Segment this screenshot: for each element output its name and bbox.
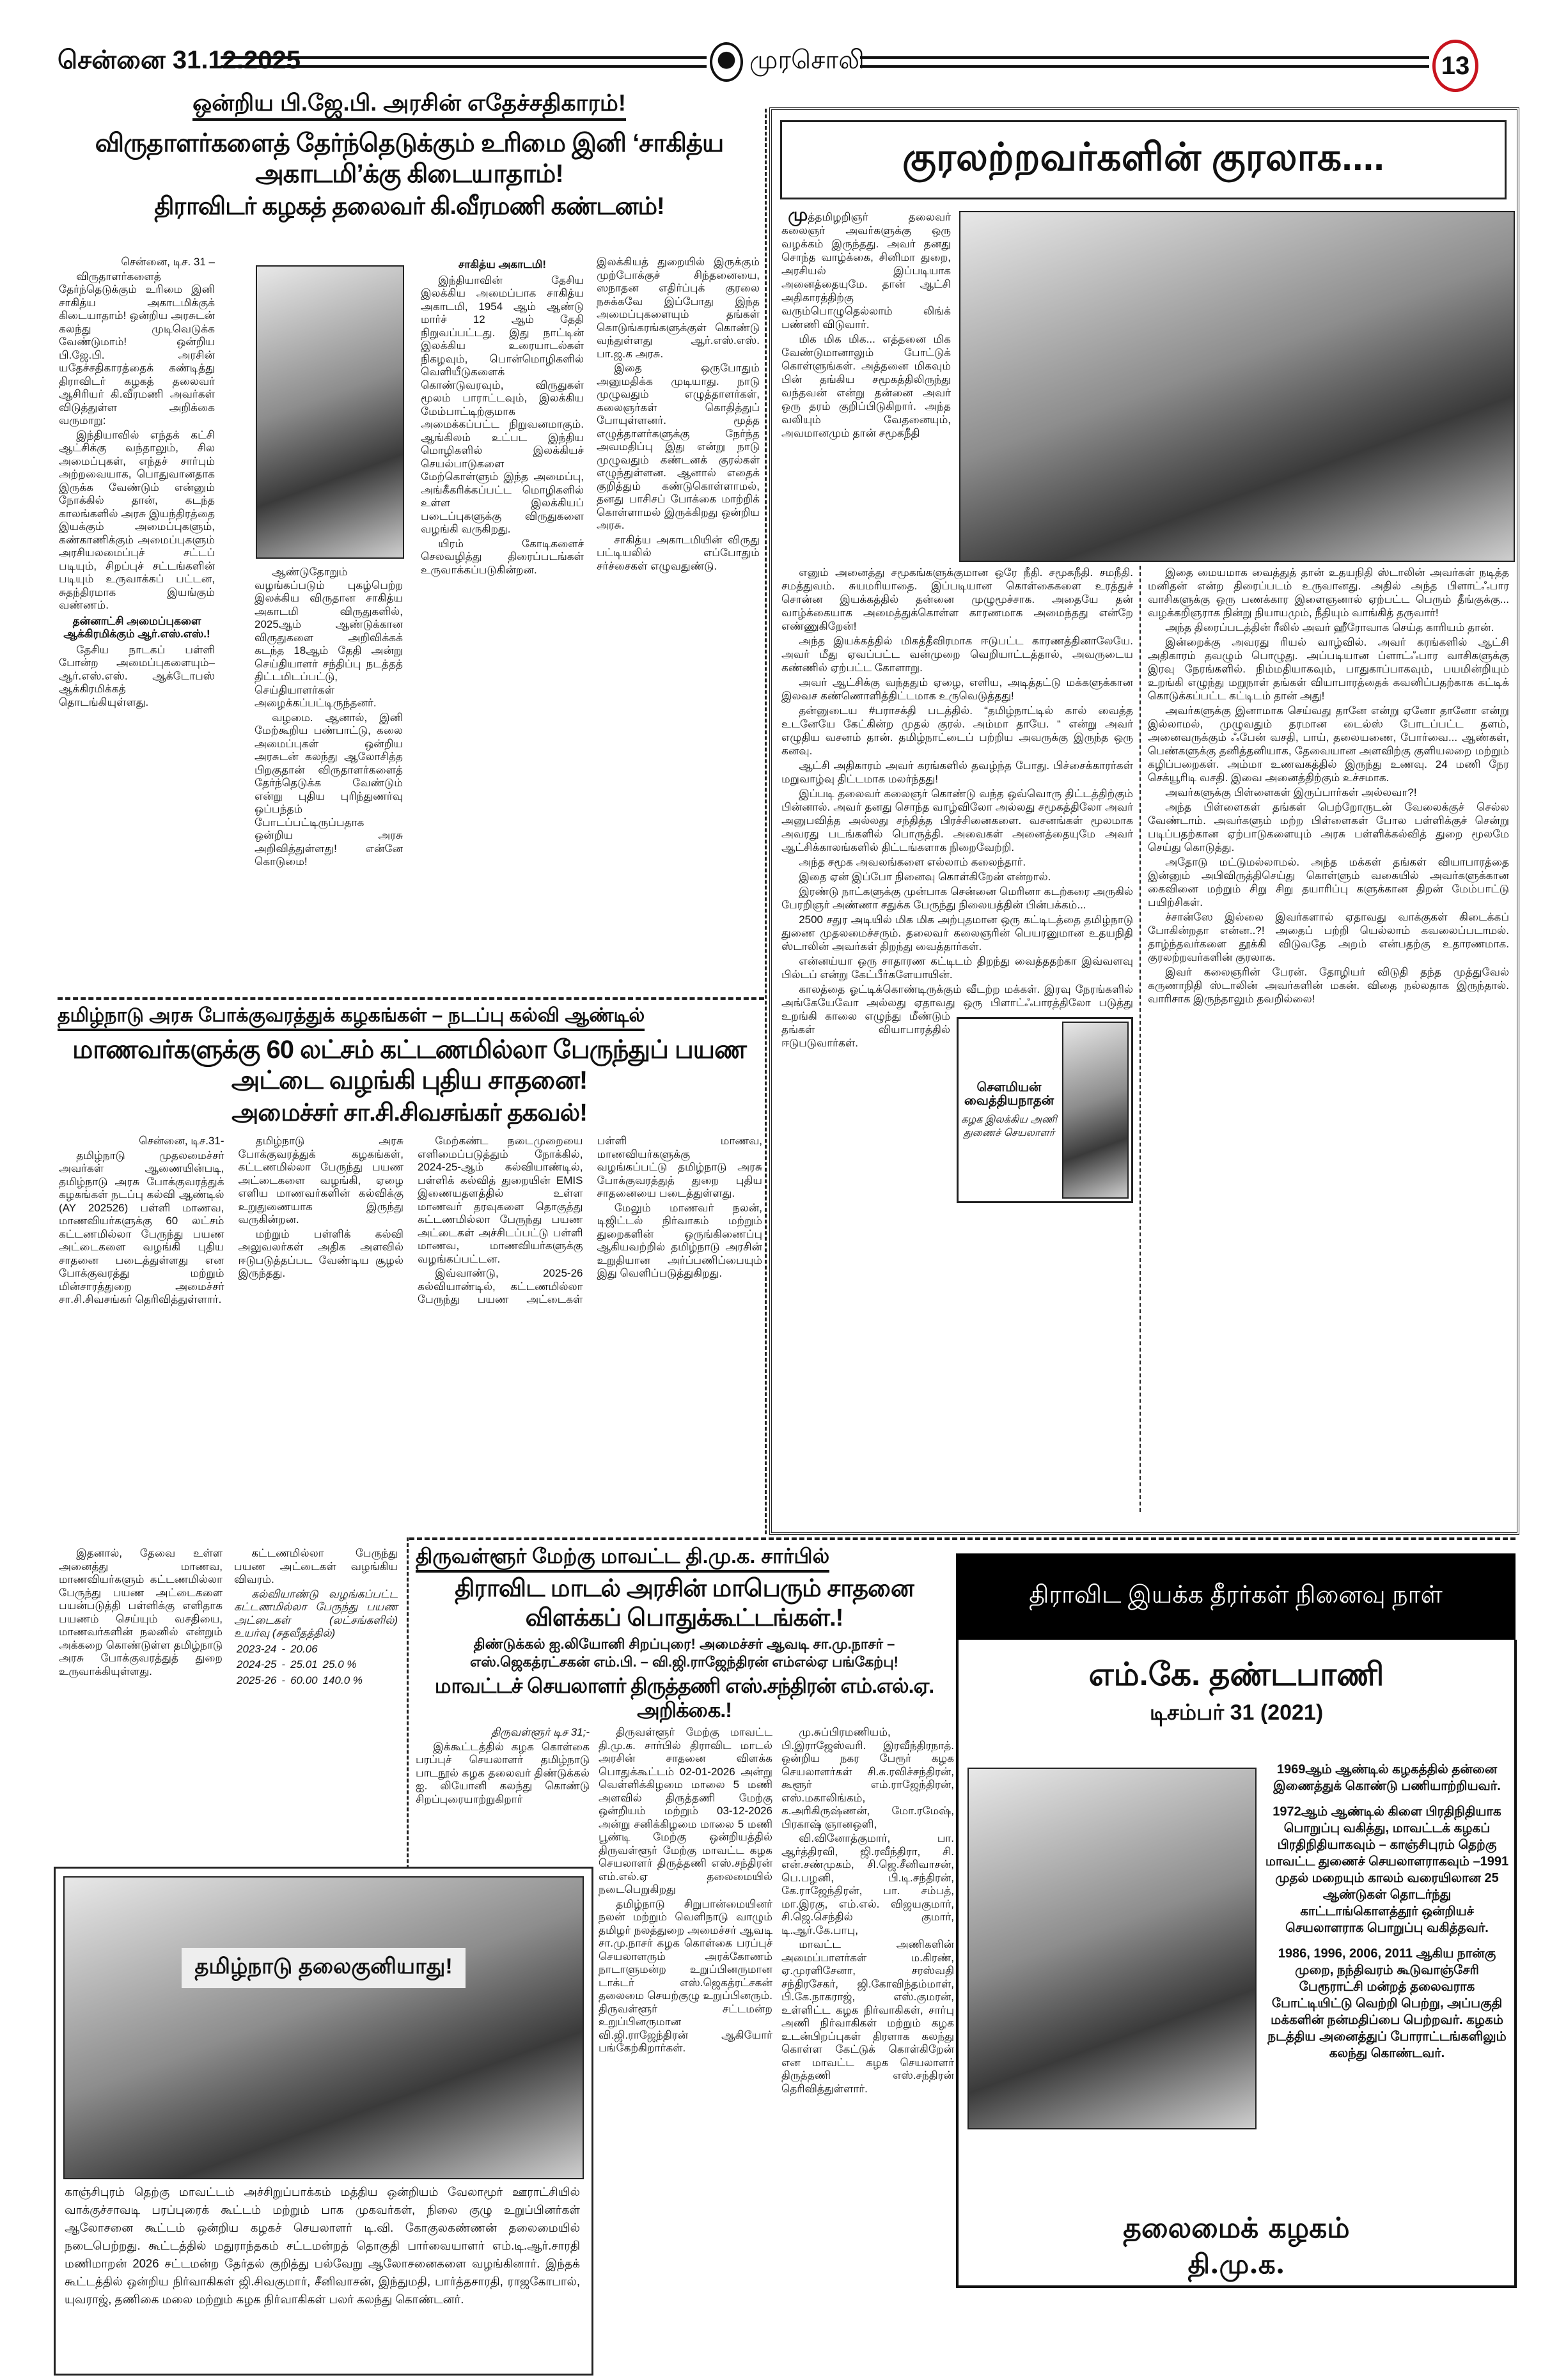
author-name: வைத்தியநாதன் <box>964 1093 1054 1108</box>
author-box <box>957 1017 1133 1203</box>
editorial-left-column: சௌமியன் வைத்தியநாதன் கழக இலக்கிய அணி துணைச் செயலாளர் எனும் அனைத்து சமூகங்களுக்குமான ஒரே நீதி. சமூகநீதி. சமநீதி. சமத்துவம். சுயமரியாதை. இப்படியான கொள்கைகளை உரத்துச் சொன்ன இயக்கத்தில் தன்னை முழுமூச்சாக. அதையே தன் வாழ்க்கையாக அமைத்துக்கொள்ள காரணமாக அமைந்தது என்றே எண்ணுகிறேன்! அந்த இயக்கத்தில் மிகத்தீவிரமாக ஈடுபட்ட காரணத்தினாலேயே. அவர் மீது ஏவப்பட்ட வன்முறை வெறியாட்டத்தால், அவருடைய கண்ணில் ஏற்பட்ட கோளாறு. அவர் ஆட்சிக்கு வந்ததும் ஏழை, எளிய, அடித்தட்டு மக்களுக்கான இலவச கண்ணொளித்திட்டமாக உருவெடுத்தது! தன்னுடைய #பராசக்தி படத்தில். “தமிழ்நாட்டில் கால் வைத்த உடனேயே கேட்கின்ற முதல் குரல். அம்மா தாயே. “ என்று அவர் எழுதிய வசனம் தான். தமிழ்நாட்டைப் பற்றிய அவருக்கு இருந்த ஒரு கனவு. ஆட்சி அதிகாரம் அவர் கரங்களில் தவழ்ந்த போது. பிச்சைக்காரர்கள் மறுவாழ்வு திட்டமாக மலர்ந்தது! இப்படி தலைவர் கலைஞர் கொண்டு வந்த ஒவ்வொரு திட்டத்திற்கும் பின்னால். அவர் தனது சொந்த வாழ்விலோ அல்லது சமூகத்திலோ அவர் அனுபவித்த அல்லது சந்தித்த பிரச்சினைகளை. வசனங்கள் மூலமாக அவரது படங்களில் பொருத்தி. அவைகள் அனைத்தையுமே அவர் ஆட்சிக்காலங்களில் திட்டங்களாக நிறைவேற்றி. அந்த சமூக அவலங்களை எல்லாம் கலைந்தார். இதை ஏன் இப்போ நினைவு கொள்கிறேன் என்றால். இரண்டு நாட்களுக்கு முன்பாக சென்னை மெரினா கடற்கரை அருகில் பேரறிஞர் அண்ணா சதுக்க பேருந்து நிலையத்தின் பின்பக்கம்... 2500 சதுர அடியில் மிக மிக அற்புதமான ஒரு கட்டிடத்தை தமிழ்நாடு துணை முதலமைச்சரும். தலைவர் கலைஞரின் பெயரனுமான உதயநிதி ஸ்டாலின் அவர்கள் திறந்து வைத்தார்கள். என்னய்யா ஒரு சாதாரண கட்டிடம் திறந்து வைத்ததற்கா இவ்வளவு பில்டப் என்று கேட்பீர்களேயாயின். காலத்தை ஓட்டிக்கொண்டிருக்கும் வீடற்ற மக்கள். இரவு நேரங்களில் அங்கேயேவோ அல்லது ஏதாவது ஒரு பிளாட்ஃபாரத்திலோ படுத்து உறங்கி காலை எழுந்து மீண்டும் தங்கள் வியாபாரத்தில் ஈடுபடுவார்கள். <box>781 566 1133 1207</box>
article2-subhead: அமைச்சர் சா.சி.சிவசங்கர் தகவல்! <box>231 1100 587 1126</box>
article1-cols34: சாகித்ய அகாடமி! இந்தியாவின் தேசிய இலக்கிய அமைப்பாக சாகித்ய அகாடமி, 1954 ஆம் ஆண்டு மார்ச் 12 ஆம் தேதி நிறுவப்பட்டது. இது நாட்டின் இலக்கிய உரையாடல்கள் நிகழவும், பொன்மொழிகளில் வெளியீடுகளைக் கொண்டுவரவும், விருதுகள் மூலம் பாராட்டவும், இலக்கிய மேம்பாட்டிற்குமாக அமைக்கப்பட்ட நிறுவனமாகும். ஆங்கிலம் உட்பட இந்திய மொழிகளில் இலக்கியச் செயல்பாடுகளை மேற்கொள்ளும் இந்த அமைப்பு, அங்கீகரிக்கப்பட்ட மொழிகளில் உள்ள இலக்கியப் படைப்புகளுக்கு விருதுகளை வழங்கி வருகிறது. யிரம் கோடிகளைச் செலவழித்து திரைப்படங்கள் உருவாக்கப்படுகின்றன. இலக்கியத் துறையில் இருக்கும் முற்போக்குச் சிந்தனையை, ஸநாதன எதிர்ப்புக் குரலை நசுக்கவே இப்போது இந்த அமைப்புகளையும் தங்கள் கொடுங்கரங்களுக்குள் கொண்டு வந்துள்ளது ஆர்.எஸ்.எஸ். பா.ஜ.க அரசு. இதை ஒருபோதும் அனுமதிக்க முடியாது. நாடு முழுவதும் எழுத்தாளர்கள், கலைஞர்கள் கொதித்துப் போயுள்ளனர். மூத்த எழுத்தாளர்களுக்கு நேர்ந்த அவமதிப்பு இது என்று நாடு முழுவதும் கண்டனக் குரல்கள் எழுந்துள்ளன. ஆனால் எதைக் குறித்தும் கண்டுகொள்ளாமல், தனது பாசிசப் போக்கை மாற்றிக் கொள்ளாமல் இருக்கிறது ஒன்றிய அரசு. சாகித்ய அகாடமியின் விருது பட்டியலில் எப்போதும் சர்ச்சைகள் எழுவதுண்டு. <box>421 256 760 576</box>
article3-headline: திராவிட மாடல் அரசின் மாபெரும் சாதனை விளக்கப் பொதுக்கூட்டங்கள்.! <box>455 1575 914 1631</box>
dateline: திருவள்ளூர் டிச 31;- <box>491 1726 590 1738</box>
author-role: துணைச் செயலாளர் <box>963 1127 1055 1139</box>
author-name: சௌமியன் <box>976 1080 1042 1094</box>
dateline: சென்னை, டிச.31- <box>139 1135 224 1147</box>
photo-caption: காஞ்சிபுரம் தெற்கு மாவட்டம் அச்சிறுப்பாக்கம் மத்திய ஒன்றியம் வேலாமூர் ஊராட்சியில் வாக்குச்சாவடி பரப்புரைக் கூட்டம் மற்றும் பாக முகவர்கள், நிலை குழு உறுப்பினர்கள் ஆலோசனை கூட்டம் ஒன்றிய கழகச் செயலாளர் டி.வி. கோகுலகண்ணன் தலைமையில் நடைபெற்றது. கூட்டத்தில் மதுராந்தகம் சட்டமன்றத் தொகுதி பார்வையாளர் எம்.டி.ஆர்.சாரதி மணிமாறன் 2026 சட்டமன்ற தேர்தல் குறித்து பல்வேறு ஆலோசனைகளை வழங்கினார். இந்தக் கூட்டத்தில் ஒன்றிய நிர்வாகிகள் ஜி.சிவகுமார், சீனிவாசன், இந்துமதி, பார்த்தசாரதி, ராஜகோபால், யுவராஜ், தணிகை மலை மற்றும் கழக நிர்வாகிகள் பலர் கலந்து கொண்டனர். <box>65 2185 580 2306</box>
banner-text: தமிழ்நாடு தலைகுனியாது! <box>182 1948 465 1988</box>
table-row: 2023-24 - 20.06 <box>237 1642 318 1655</box>
memorial-header: திராவிட இயக்க தீரர்கள் நினைவு நாள் <box>956 1553 1516 1640</box>
article3-col1: திருவள்ளூர் டிச 31;- இக்கூட்டத்தில் கழக கொள்கை பரப்புச் செயலாளர் தமிழ்நாடு பாடநூல் கழக தலைவர் திண்டுக்கல் ஐ. லியோனி கலந்து கொண்டு சிறப்புரையாற்றுகிறார் <box>416 1726 590 1805</box>
masthead-title: முரசொலி <box>749 46 865 74</box>
article3-subhead1: திண்டுக்கல் ஐ.லியோனி சிறப்புரை! அமைச்சர் ஆவடி சா.மு.நாசர் – எஸ்.ஜெகத்ரட்சகன் எம்.பி. – வி.ஜி.ராஜேந்திரன் எம்எல்ஏ பங்கேற்பு! <box>470 1636 898 1670</box>
signoff-party: தி.மு.க. <box>1187 2248 1285 2280</box>
veeramani-photo <box>256 265 404 559</box>
article2-headline: மாணவர்களுக்கு 60 லட்சம் கட்டணமில்லா பேருந்துப் பயண அட்டை வழங்கி புதிய சாதனை! <box>72 1036 746 1094</box>
dateline: சென்னை, டிச. 31 – <box>121 256 215 268</box>
stats-caption: கல்வியாண்டு வழங்கப்பட்ட கட்டணமில்லா பேருந்து பயண அட்டைகள் (லட்சங்களில்) உயர்வு (சதவீதத்தில்) <box>234 1587 398 1639</box>
memorial-name: எம்.கே. தண்டபாணி <box>1088 1656 1384 1692</box>
memorial-bio: 1969ஆம் ஆண்டில் கழகத்தில் தன்னை இணைத்துக் கொண்டு பணியாற்றியவர். 1972ஆம் ஆண்டில் கிளை பிரதிநிதியாக பொறுப்பு வகித்து, மாவட்டக் கழகப் பிரதிநிதியாகவும் – காஞ்சிபுரம் தெற்கு மாவட்ட துணைச் செயலாளராகவும் –1991 முதல் மறையும் காலம் வரையிலான 25 ஆண்டுகள் தொடர்ந்து காட்டாங்கொளத்தூர் ஒன்றியச் செயலாளராக பொறுப்பு வகித்தவர். 1986, 1996, 2006, 2011 ஆகிய நான்கு முறை, நந்திவரம் கூடுவாஞ்சேரி பேரூராட்சி மன்றத் தலைவராக போட்டியிட்டு வெற்றி பெற்று, அப்பகுதி மக்களின் நன்மதிப்பை பெற்றவர். கழகம் நடத்திய அனைத்துப் போராட்டங்களிலும் கலந்து கொண்டவர். <box>1265 1762 1509 2060</box>
column-divider <box>1140 566 1141 1512</box>
dandapani-portrait <box>967 1768 1257 2129</box>
article1-kicker: ஒன்றிய பி.ஜே.பி. அரசின் எதேச்சதிகாரம்! <box>58 89 761 120</box>
table-row: 2024-25 - 25.01 25.0 % <box>237 1658 357 1670</box>
section-divider <box>409 1537 1516 1540</box>
editorial-title: குரலற்றவர்களின் குரலாக.... <box>780 120 1507 199</box>
page-number: 13 <box>1432 40 1478 92</box>
meeting-photo <box>63 1876 584 2179</box>
memorial-box <box>956 1640 1517 2288</box>
article2-body: சென்னை, டிச.31- தமிழ்நாடு முதலமைச்சர் அவர்கள் ஆணையின்படி, தமிழ்நாடு அரசு போக்குவரத்துக் கழகங்கள் நடப்பு கல்வி ஆண்டில் (AY 202526) பள்ளி மாணவ, மாணவியர்களுக்கு 60 லட்சம் கட்டணமில்லா பேருந்து பயண அட்டைகளை வழங்கி புதிய சாதனை படைத்துள்ளது என போக்குவரத்து மற்றும் மின்சாரத்துறை அமைச்சர் சா.சி.சிவசங்கர் தெரிவித்துள்ளார். தமிழ்நாடு அரசு போக்குவரத்துக் கழகங்கள், கட்டணமில்லா பேருந்து பயண அட்டைகளை வழங்கி, ஏழை எளிய மாணவர்களின் கல்விக்கு உறுதுணையாக இருந்து வருகின்றன. மற்றும் பள்ளிக் கல்வி அலுவலர்கள் அதிக அளவில் ஈடுபடுத்தப்பட வேண்டிய சூழல் இருந்தது. மேற்கண்ட நடைமுறையை எளிமைப்படுத்தும் நோக்கில், 2024-25-ஆம் கல்வியாண்டில், பள்ளிக் கல்வித் துறையின் EMIS இணையதளத்தில் உள்ள மாணவர் தரவுகளை தொகுத்து கட்டணமில்லா பேருந்து பயண அட்டைகள் அச்சிடப்பட்டு பள்ளி மாணவ, மாணவியர்களுக்கு வழங்கப்பட்டன. இவ்வாண்டு, 2025-26 கல்வியாண்டில், கட்டணமில்லா பேருந்து பயண அட்டைகள் பள்ளி மாணவ, மாணவியர்களுக்கு வழங்கப்பட்டு தமிழ்நாடு அரசு போக்குவரத்துத் துறை புதிய சாதனையை படைத்துள்ளது. மேலும் மாணவர் நலன், டிஜிட்டல் நிர்வாகம் மற்றும் துறைகளின் ஒருங்கிணைப்பு ஆகியவற்றில் தமிழ்நாடு அரசின் உறுதியான அர்ப்பணிப்பையும் இது வெளிப்படுத்துகிறது. <box>59 1135 762 1305</box>
author-role: கழக இலக்கிய அணி <box>961 1114 1057 1125</box>
article2-continuation: இதனால், தேவை உள்ள அனைத்து மாணவ, மாணவியர்களும் கட்டணமில்லா பேருந்து பயண அட்டைகளை பயன்படுத்தி பள்ளிக்கு எளிதாக பயணம் செய்யும் வசதியை, மாணவர்களின் நலனில் என்றும் அக்கறை கொண்டுள்ள தமிழ்நாடு அரசு போக்குவரத்துத் துறை உருவாக்கியுள்ளது. கட்டணமில்லா பேருந்து பயண அட்டைகள் வழங்கிய விவரம். கல்வியாண்டு வழங்கப்பட்ட கட்டணமில்லா பேருந்து பயண அட்டைகள் (லட்சங்களில்) உயர்வு (சதவீதத்தில்) 2023-24 - 20.06 2024-25 - 25.01 25.0 % 2025-26 - 60.00 140.0 % <box>59 1547 398 1688</box>
article3-col2: திருவள்ளூர் மேற்கு மாவட்ட தி.மு.க. சார்பில் திராவிட மாடல் அரசின் சாதனை விளக்க பொதுக்கூட்டம் 02-01-2026 அன்று வெள்ளிக்கிழமை மாலை 5 மணி அளவில் திருத்தணி மேற்கு ஒன்றியம் மற்றும் 03-12-2026 அன்று சனிக்கிழமை மாலை 5 மணி பூண்டி மேற்கு ஒன்றியத்தில் திருவள்ளூர் மேற்கு மாவட்ட கழக செயலாளர் திருத்தணி எஸ்.சந்திரன் எம்.எல்.ஏ தலைமையில் நடைபெறுகிறது தமிழ்நாடு சிறுபான்மையினர் நலன் மற்றும் வெளிநாடு வாழும் தமிழர் நலத்துறை அமைச்சர் ஆவடி சா.மு.நாசர் கழக கொள்கை பரப்புச் செயலாளரும் அரக்கோணம் நாடாளுமன்ற உறுப்பினருமான டாக்டர் எஸ்.ஜெகத்ரட்சகன் தலைமை செயற்குழு உறுப்பினரும். திருவள்ளூர் சட்டமன்ற உறுப்பினருமான வி.ஜி.ராஜேந்திரன் ஆகியோர் பங்கேற்கிறார்கள். <box>599 1726 772 2054</box>
article3-kicker: திருவள்ளூர் மேற்கு மாவட்ட தி.மு.க. சார்பில் <box>416 1544 953 1571</box>
table-row: 2025-26 - 60.00 140.0 % <box>237 1674 363 1686</box>
signoff-org: தலைமைக் கழகம் <box>1123 2212 1350 2244</box>
rising-sun-emblem-icon <box>710 42 743 82</box>
editorial-intro: முத்தமிழறிஞர் தலைவர் கலைஞர் அவர்களுக்கு ஒரு வழக்கம் இருந்தது. அவர் தனது சொந்த வாழ்க்கை, சினிமா துறை, அரசியல் இப்படியாக அனைத்தையுமே. தான் ஆட்சி அதிகாரத்திற்கு வரும்பொழுதெல்லாம் லிங்க் பண்ணி விடுவார். மிக மிக மிக... எத்தனை மிக வேண்டுமானாலும் போட்டுக் கொள்ளுங்கள். அத்தனை மிகவும் பின் தங்கிய சமூகத்திலிருந்து வந்தவன் என்று தன்னை அவர் ஒரு தரம் குறிப்பிடுகிறார். அந்த வலியும் வேதனையும், அவமானமும் தான் சமூகநீதி <box>781 205 951 439</box>
article1-subhead: திராவிடர் கழகத் தலைவர் கி.வீரமணி கண்டனம்! <box>154 193 664 220</box>
memorial-date: டிசம்பர் 31 (2021) <box>1149 1700 1324 1725</box>
article2-kicker: தமிழ்நாடு அரசு போக்குவரத்துக் கழகங்கள் – நடப்பு கல்வி ஆண்டில் <box>58 1005 761 1029</box>
bus-pass-stats-table <box>234 1642 365 1689</box>
column-divider <box>765 109 767 1534</box>
section-subhead: தன்னாட்சி அமைப்புகளை ஆக்கிரமிக்கும் ஆர்.எஸ்.எஸ்.! <box>63 614 210 640</box>
section-subhead: சாகித்ய அகாடமி! <box>458 258 547 270</box>
masthead <box>710 42 865 82</box>
author-photo <box>1062 1022 1129 1199</box>
inauguration-photo <box>959 211 1515 562</box>
article1-col2: ஆண்டுதோறும் வழங்கப்படும் புகழ்பெற்ற இலக்கிய விருதான சாகித்ய அகாடமி விருதுகளில், 2025ஆம் ஆண்டுக்கான விருதுகளை அறிவிக்கக் கடந்த 18ஆம் தேதி அன்று செய்தியாளர் சந்திப்பு நடத்தத் திட்டமிடப்பட்டு, செய்தியாளர்கள் அழைக்கப்பட்டிருந்தனர். வழமை. ஆனால், இனி மேற்கூறிய பண்பாட்டு, கலை அமைப்புகள் ஒன்றிய அரசுடன் கலந்து ஆலோசித்த பிறகுதான் விருதாளர்களைத் தேர்ந்தெடுக்க வேண்டும் என்று புதிய புரிந்துணர்வு ஒப்பந்தம் போடப்பட்டிருப்பதாக ஒன்றிய அரசு அறிவித்துள்ளது! என்னே கொடுமை! <box>255 566 403 867</box>
article3-subhead2: மாவட்டச் செயலாளர் திருத்தணி எஸ்.சந்திரன் எம்.எல்.ஏ. அறிக்கை.! <box>434 1674 934 1722</box>
drop-cap: மு <box>788 205 808 224</box>
edition-date: சென்னை 31.12.2025 <box>58 46 301 74</box>
article1-headline: விருதாளர்களைத் தேர்ந்தெடுக்கும் உரிமை இனி ‘சாகித்ய அகாடமி’க்கு கிடையாதாம்! <box>95 129 724 188</box>
header-rule <box>860 56 1429 68</box>
article3-col3: மு.சுப்பிரமணியம், பி.இராஜேஸ்வரி. இரவீந்திரநாத். ஒன்றிய நகர பேரூர் கழக செயலாளர்கள் சி.சு.ரவிச்சந்திரன், கூளூர் எம்.ராஜேந்திரன், எஸ்.மகாலிங்கம், க.அரிகிருஷ்ணன், மோ.ரமேஷ், பிரகாஷ் ஞானஒளி, வி.வினோத்குமார், பா. ஆர்த்திரவி, ஜி.ரவீந்திரா, சி. என்.சண்முகம், சி.ஜெ.சீனிவாசன், பெ.பழனி, பி.டி.சந்திரன், கே.ராஜேந்திரன், பா. சம்பத், மா.இரகு, எம்.எல். விஜயகுமார், சி.ஜெ.செந்தில் குமார், டி.ஆர்.கே.பாபு, மாவட்ட அணிகளின் அமைப்பாளர்கள் ம.கிரண், ஏ.முரளிசேனா, சரஸ்வதி சந்திரசேகர், ஜி.கோவிந்தம்மாள், பி.கே.நாகராஜ், எஸ்.குமரன், உள்ளிட்ட கழக நிர்வாகிகள், சார்பு அணி நிர்வாகிகள் மற்றும் கழக உடன்பிறப்புகள் திரளாக கலந்து கொள்ள கேட்டுக் கொள்கிறேன் என மாவட்ட கழக செயலாளர் திருத்தணி எஸ்.சந்திரன் தெரிவித்துள்ளார். <box>781 1726 954 2095</box>
editorial-right-column: இதை மையமாக வைத்துத் தான் உதயநிதி ஸ்டாலின் அவர்கள் நடித்த மனிதன் என்ற திரைப்படம் உருவானது. அதில் அந்த பிளாட்ஃபார வாசிகளுக்கு ஒரு பணக்கார இளைஞனால் ஏற்பட்ட பெரும் தீங்குக்கு... வழக்கறிஞராக நின்று நியாயமும், நீதியும் வாங்கித் தருவார்! அந்த திரைப்படத்தின் ரீலில் அவர் ஹீரோவாக செய்த காரியம் தான். இன்றைக்கு அவரது ரியல் வாழ்வில். அவர் கரங்களில் ஆட்சி அதிகாரம் தவழும் பொழுது. அப்படியான ப்ளாட்ஃபார வாசிகளுக்கு இரவு நேரங்களில். நிம்மதியாகவும், பாதுகாப்பாகவும், பயமின்றியும் உறங்கி எழுந்து மறுநாள் தங்கள் வியாபாரத்தைக் கவனிப்பதற்காக கட்டிக் கொடுக்கப்பட்ட கட்டிடம் தான் அது! அவர்களுக்கு இனாமாக செய்வது தானே என்று ஏனோ தானோ என்று இல்லாமல், முழுவதும் தரமான டைல்ஸ் போடப்பட்ட தளம், அனைவருக்கும் ஃபேன் வசதி, பாய், தலையணை, போர்வை... ஆண்கள், பெண்களுக்கு தனித்தனியாக, தேவையான அளவிற்கு குளியலறை மற்றும் கழிப்பறைகள். அம்மா உணவகத்தில் இருந்து உணவு. 24 மணி நேர செக்யூரிடி வசதி. இவை அனைத்திற்கும் உச்சமாக. அவர்களுக்கு பிள்ளைகள் இருப்பார்கள் அல்லவா?! அந்த பிள்ளைகள் தங்கள் பெற்றோருடன் வேலைக்குச் செல்ல வேண்டாம். அவர்களும் மற்ற பிள்ளைகள் போல பள்ளிக்குச் சென்று படிப்பதற்கான ஏற்பாடுகளையும் அரசு பள்ளிக்கல்வித் துறை மூலமே செய்து கொடுத்து. அதோடு மட்டுமல்லாமல். அந்த மக்கள் தங்கள் வியாபாரத்தை இன்னும் அபிவிருத்திசெய்து கொள்ளும் வகையில் அவர்களுக்கான கைவினை மற்றும் சிறு சிறு தயாரிப்பு களுக்கான திறன் மேம்பாட்டு பயிற்சிகள். ச்சான்ஸே இல்லை இவர்களால் ஏதாவது வாக்குகள் கிடைக்கப் போகின்றதா என்ன..?! அதைப் பற்றி யெல்லாம் கவலைப்படாமல். தாழ்ந்தவர்களை தூக்கி விடுவதே அறம் என்பதற்கு உதாரணமாக. குரலற்றவர்களின் குரலாக. இவர் கலைஞரின் பேரன். தோழியர் விடுதி தந்த முத்துவேல் கருணாநிதி ஸ்டாலின் அவர்களின் மகன். விதை நல்லதாக இருந்தால். வாரிசாக இருந்தாலும் தவறில்லை! <box>1148 566 1509 1005</box>
header-rule <box>221 56 707 68</box>
photo-story-box <box>54 1867 593 2376</box>
section-divider <box>58 997 764 1000</box>
article1-col1: சென்னை, டிச. 31 – விருதாளர்களைத் தேர்ந்தெடுக்கும் உரிமை இனி சாகித்ய அகாடமிக்குக் கிடையாதாம்! ஒன்றிய அரசுடன் கலந்து முடிவெடுக்க வேண்டுமாம்! ஒன்றிய பி.ஜே.பி. அரசின் யதேச்சதிகாரத்தைக் கண்டித்து திராவிடர் கழகத் தலைவர் ஆசிரியர் கி.வீரமணி அவர்கள் விடுத்துள்ள அறிக்கை வருமாறு: இந்தியாவில் எந்தக் கட்சி ஆட்சிக்கு வந்தாலும், சில அமைப்புகள், எந்தச் சார்பும் அற்றவையாக, பொதுவானதாக இருக்க வேண்டும் என்னும் நோக்கில் தான், கடந்த காலங்களில் அரசு இயந்திரத்தை இயக்கும் அமைப்புகளும், கண்காணிக்கும் அமைப்புகளும் அரசியலமைப்புச் சட்டப் படியும், சிறப்புச் சட்டங்களின் படியும் உருவாக்கப் பட்டன, சுதந்திரமாக இயங்கும் வண்ணம். தன்னாட்சி அமைப்புகளை ஆக்கிரமிக்கும் ஆர்.எஸ்.எஸ்.! தேசிய நாடகப் பள்ளி போன்ற அமைப்புகளையும்– ஆர்.எஸ்.எஸ். ஆக்டோபஸ் ஆக்கிரமிக்கத் தொடங்கியுள்ளது. <box>59 256 215 708</box>
